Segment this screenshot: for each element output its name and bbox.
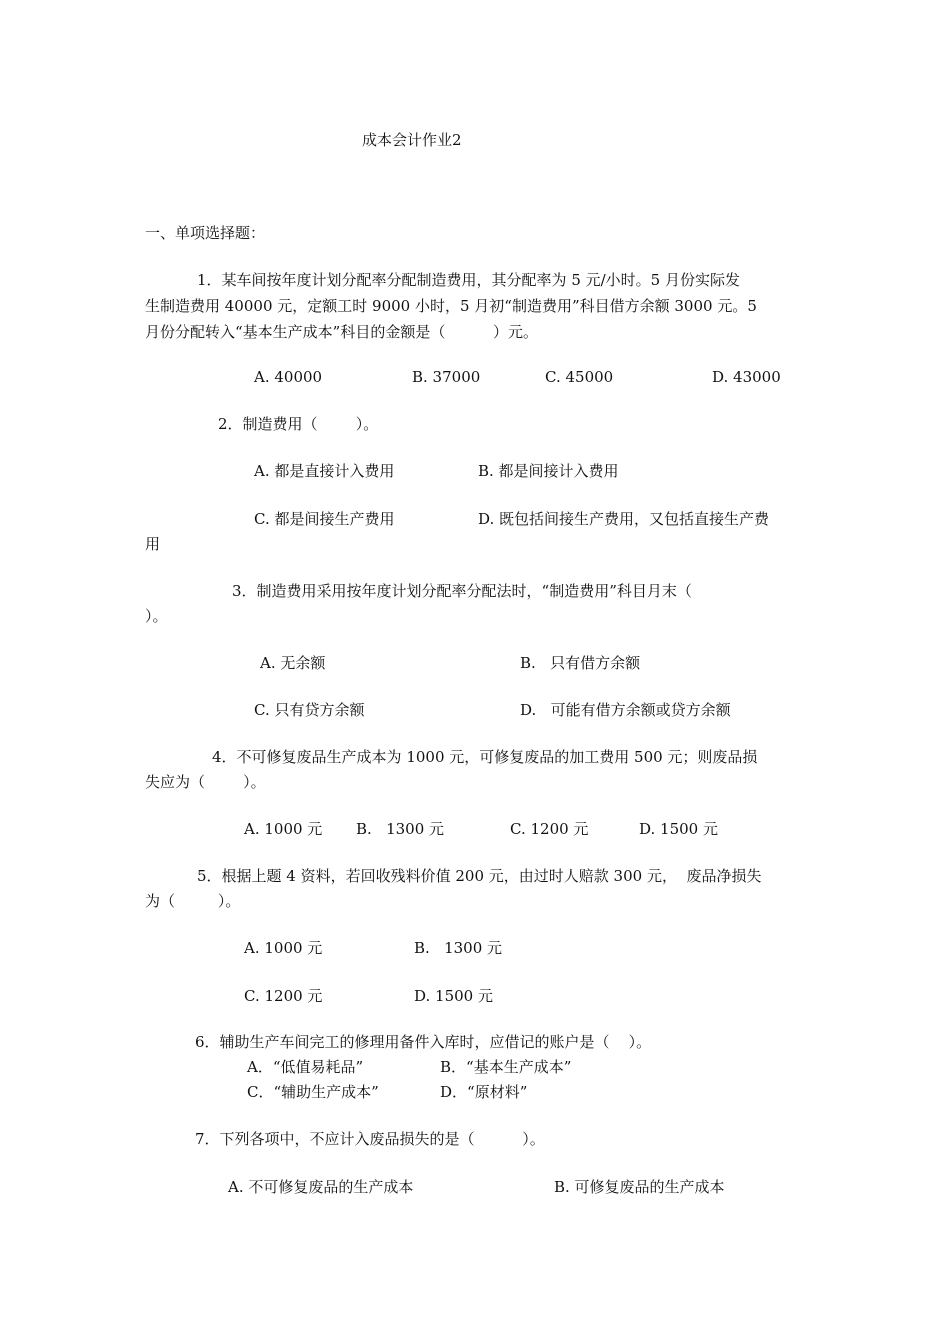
section-heading: 一、单项选择题： bbox=[145, 224, 266, 242]
question-1-option-a: A. 40000 bbox=[254, 368, 323, 386]
question-4-option-d: D. 1500 元 bbox=[639, 820, 718, 838]
question-5-option-d: D. 1500 元 bbox=[414, 987, 493, 1005]
question-4-option-b: B. 1300 元 bbox=[356, 820, 445, 838]
question-5-option-a: A. 1000 元 bbox=[244, 939, 323, 957]
question-3-option-c: C. 只有贷方余额 bbox=[254, 701, 365, 719]
question-3-option-d: D. 可能有借方余额或贷方余额 bbox=[520, 701, 731, 719]
question-5-option-c: C. 1200 元 bbox=[244, 987, 323, 1005]
question-2-option-b: B. 都是间接计入费用 bbox=[478, 462, 619, 480]
question-2-option-d-line-1: D. 既包括间接生产费用，又包括直接生产费 bbox=[478, 510, 770, 528]
question-1-option-c: C. 45000 bbox=[545, 368, 614, 386]
question-7-option-b: B. 可修复废品的生产成本 bbox=[554, 1178, 725, 1196]
question-5-option-b: B. 1300 元 bbox=[414, 939, 503, 957]
question-3-line-2: ）。 bbox=[145, 607, 168, 625]
question-7-stem: 7．下列各项中，不应计入废品损失的是（ ）。 bbox=[195, 1130, 545, 1148]
question-4-line-2: 失应为（ ）。 bbox=[145, 773, 266, 791]
question-1-option-b: B. 37000 bbox=[412, 368, 481, 386]
question-2-option-c: C. 都是间接生产费用 bbox=[254, 510, 395, 528]
question-6-option-b: B．“基本生产成本” bbox=[440, 1058, 572, 1076]
question-6-option-a: A．“低值易耗品” bbox=[247, 1058, 364, 1076]
question-6-option-d: D．“原材料” bbox=[440, 1083, 528, 1101]
question-4-option-a: A. 1000 元 bbox=[244, 820, 323, 838]
document-title: 成本会计作业2 bbox=[362, 131, 462, 149]
question-2-stem: 2．制造费用（ ）。 bbox=[218, 415, 379, 433]
question-7-option-a: A. 不可修复废品的生产成本 bbox=[228, 1178, 414, 1196]
question-5-line-2: 为（ ）。 bbox=[145, 892, 241, 910]
question-3-line-1: 3．制造费用采用按年度计划分配率分配法时，“制造费用”科目月末（ bbox=[232, 582, 692, 600]
question-5-line-1: 5．根据上题 4 资料，若回收残料价值 200 元，由过时人赔款 300 元， 废品净损失 bbox=[197, 867, 762, 885]
question-6-option-c: C．“辅助生产成本” bbox=[247, 1083, 379, 1101]
question-2-option-d-line-2: 用 bbox=[145, 535, 161, 553]
question-3-option-b: B. 只有借方余额 bbox=[520, 654, 641, 672]
question-2-option-a: A. 都是直接计入费用 bbox=[254, 462, 395, 480]
question-1-line-1: 1．某车间按年度计划分配率分配制造费用，其分配率为 5 元/小时。5 月份实际发 bbox=[197, 271, 740, 289]
question-4-option-c: C. 1200 元 bbox=[510, 820, 589, 838]
question-3-option-a: A. 无余额 bbox=[260, 654, 326, 672]
question-4-line-1: 4．不可修复废品生产成本为 1000 元，可修复废品的加工费用 500 元；则废品损 bbox=[212, 748, 758, 766]
question-1-line-3: 月份分配转入“基本生产成本”科目的金额是（ ）元。 bbox=[145, 323, 539, 341]
question-1-option-d: D. 43000 bbox=[712, 368, 781, 386]
question-6-stem: 6．辅助生产车间完工的修理用备件入库时，应借记的账户是（ ）。 bbox=[195, 1033, 652, 1051]
question-1-line-2: 生制造费用 40000 元，定额工时 9000 小时，5 月初“制造费用”科目借方余额 3000 元。5 bbox=[145, 297, 757, 315]
